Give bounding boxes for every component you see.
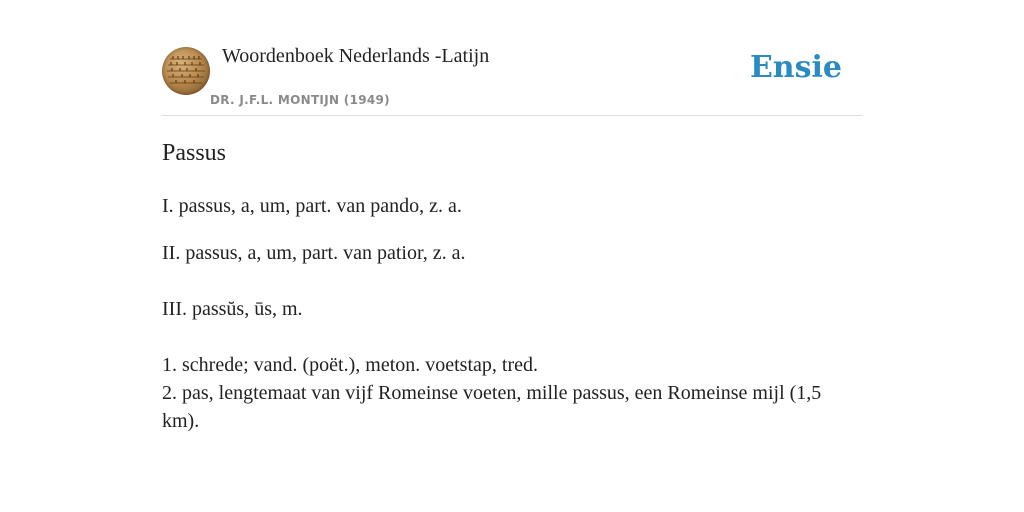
definition-line: 2. pas, lengtemaat van vijf Romeinse voeten, mille passus, een Romeinse mijl (1,5 km). <box>162 382 822 432</box>
definition-line: II. passus, a, um, part. van patior, z. a. <box>162 242 466 264</box>
dictionary-title-link[interactable]: Woordenboek Nederlands -Latijn <box>222 45 490 67</box>
page-header <box>162 0 862 116</box>
dictionary-author: DR. J.F.L. MONTIJN (1949) <box>210 93 390 107</box>
entry-title: Passus <box>162 140 227 166</box>
definition-line: III. passŭs, ūs, m. <box>162 298 303 320</box>
page-container <box>162 0 862 512</box>
definition-line: I. passus, a, um, part. van pando, z. a. <box>162 195 462 217</box>
definition-line: 1. schrede; vand. (poët.), meton. voetstap, tred. <box>162 354 538 376</box>
coin-logo-icon[interactable] <box>162 47 210 95</box>
brand-logo-link[interactable]: Ensie <box>749 50 842 85</box>
